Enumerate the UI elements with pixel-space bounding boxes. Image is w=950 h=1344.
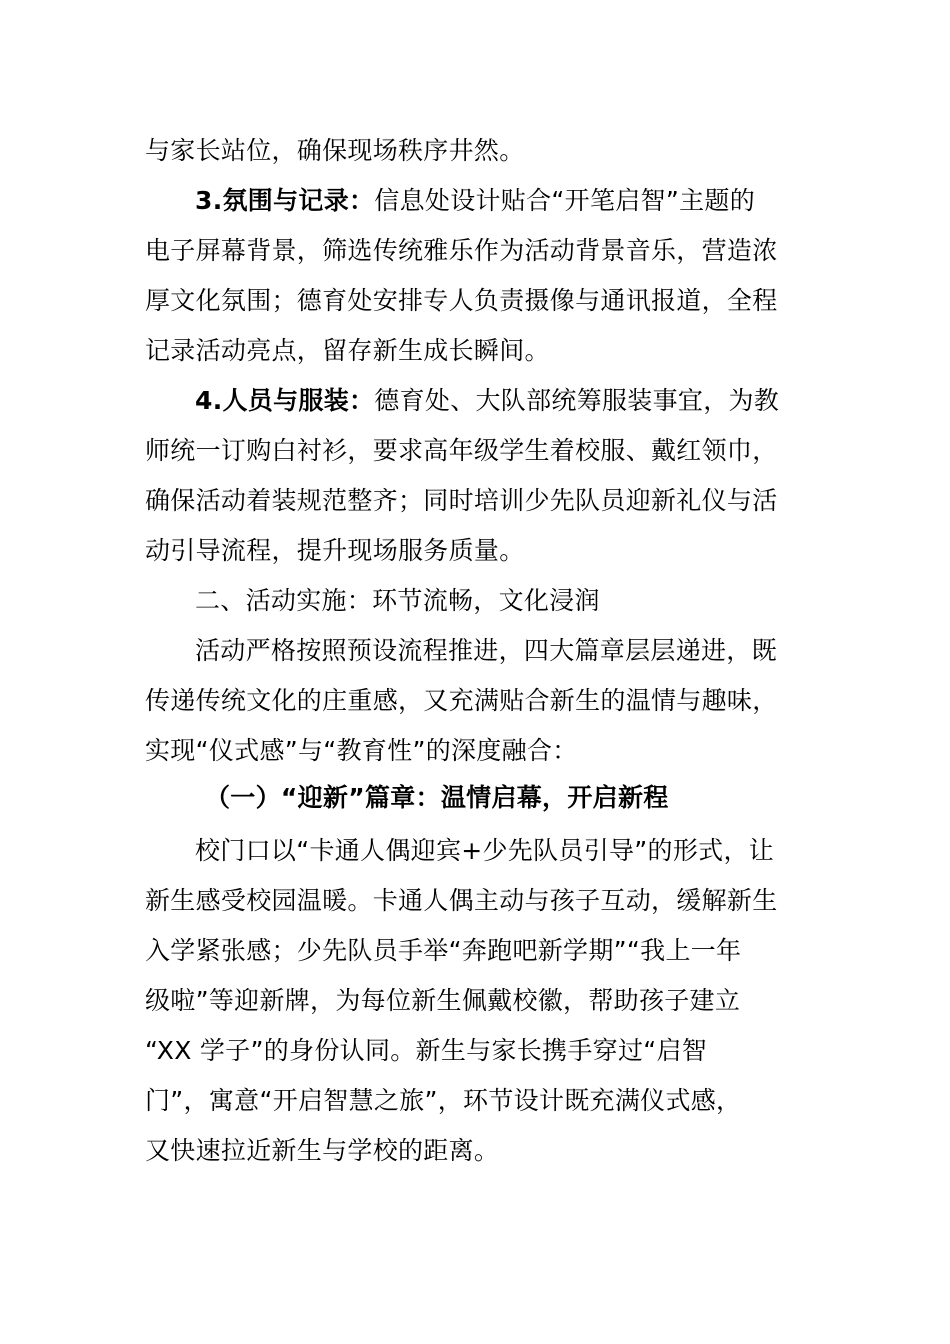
subsection-heading: （一）“迎新”篇章：温情启幕，开启新程 xyxy=(205,783,669,812)
paragraph-line: 又快速拉近新生与学校的距离。 xyxy=(145,1136,500,1165)
paragraph-heading: 3.氛围与记录： xyxy=(195,186,375,215)
paragraph-line: 传递传统文化的庄重感，又充满贴合新生的温情与趣味， xyxy=(145,686,778,715)
paragraph-line: 动引导流程，提升现场服务质量。 xyxy=(145,536,525,565)
paragraph-line: 厚文化氛围；德育处安排专人负责摄像与通讯报道，全程 xyxy=(145,286,778,315)
paragraph-line xyxy=(195,376,779,426)
paragraph-line: 活动严格按照预设流程推进，四大篇章层层递进，既 xyxy=(195,636,777,665)
paragraph-line: 入学紧张感；少先队员手举“奔跑吧新学期”“我上一年 xyxy=(145,936,742,965)
paragraph-line: 与家长站位，确保现场秩序井然。 xyxy=(145,136,525,165)
paragraph-line: 实现“仪式感”与“教育性”的深度融合： xyxy=(145,736,578,765)
paragraph-text: 德育处、大队部统筹服装事宜，为教 xyxy=(374,386,780,415)
paragraph-text: 信息处设计贴合“开笔启智”主题的 xyxy=(374,186,756,215)
section-heading: 二、活动实施：环节流畅，文化浸润 xyxy=(195,586,600,615)
paragraph-line: 新生感受校园温暖。卡通人偶主动与孩子互动，缓解新生 xyxy=(145,886,778,915)
paragraph-line xyxy=(195,176,755,226)
paragraph-heading: 4.人员与服装： xyxy=(195,386,375,415)
paragraph-line: 校门口以“卡通人偶迎宾+少先队员引导”的形式，让 xyxy=(195,836,775,865)
paragraph-line: 门”，寓意“开启智慧之旅”，环节设计既充满仪式感， xyxy=(145,1086,742,1115)
paragraph-line: 师统一订购白衬衫，要求高年级学生着校服、戴红领巾， xyxy=(145,436,778,465)
paragraph-line: “XX 学子”的身份认同。新生与家长携手穿过“启智 xyxy=(145,1036,708,1065)
paragraph-line: 电子屏幕背景，筛选传统雅乐作为活动背景音乐，营造浓 xyxy=(145,236,778,265)
paragraph-line: 确保活动着装规范整齐；同时培训少先队员迎新礼仪与活 xyxy=(145,486,778,515)
paragraph-line: 级啦”等迎新牌，为每位新生佩戴校徽，帮助孩子建立 xyxy=(145,986,741,1015)
paragraph-line: 记录活动亮点，留存新生成长瞬间。 xyxy=(145,336,550,365)
